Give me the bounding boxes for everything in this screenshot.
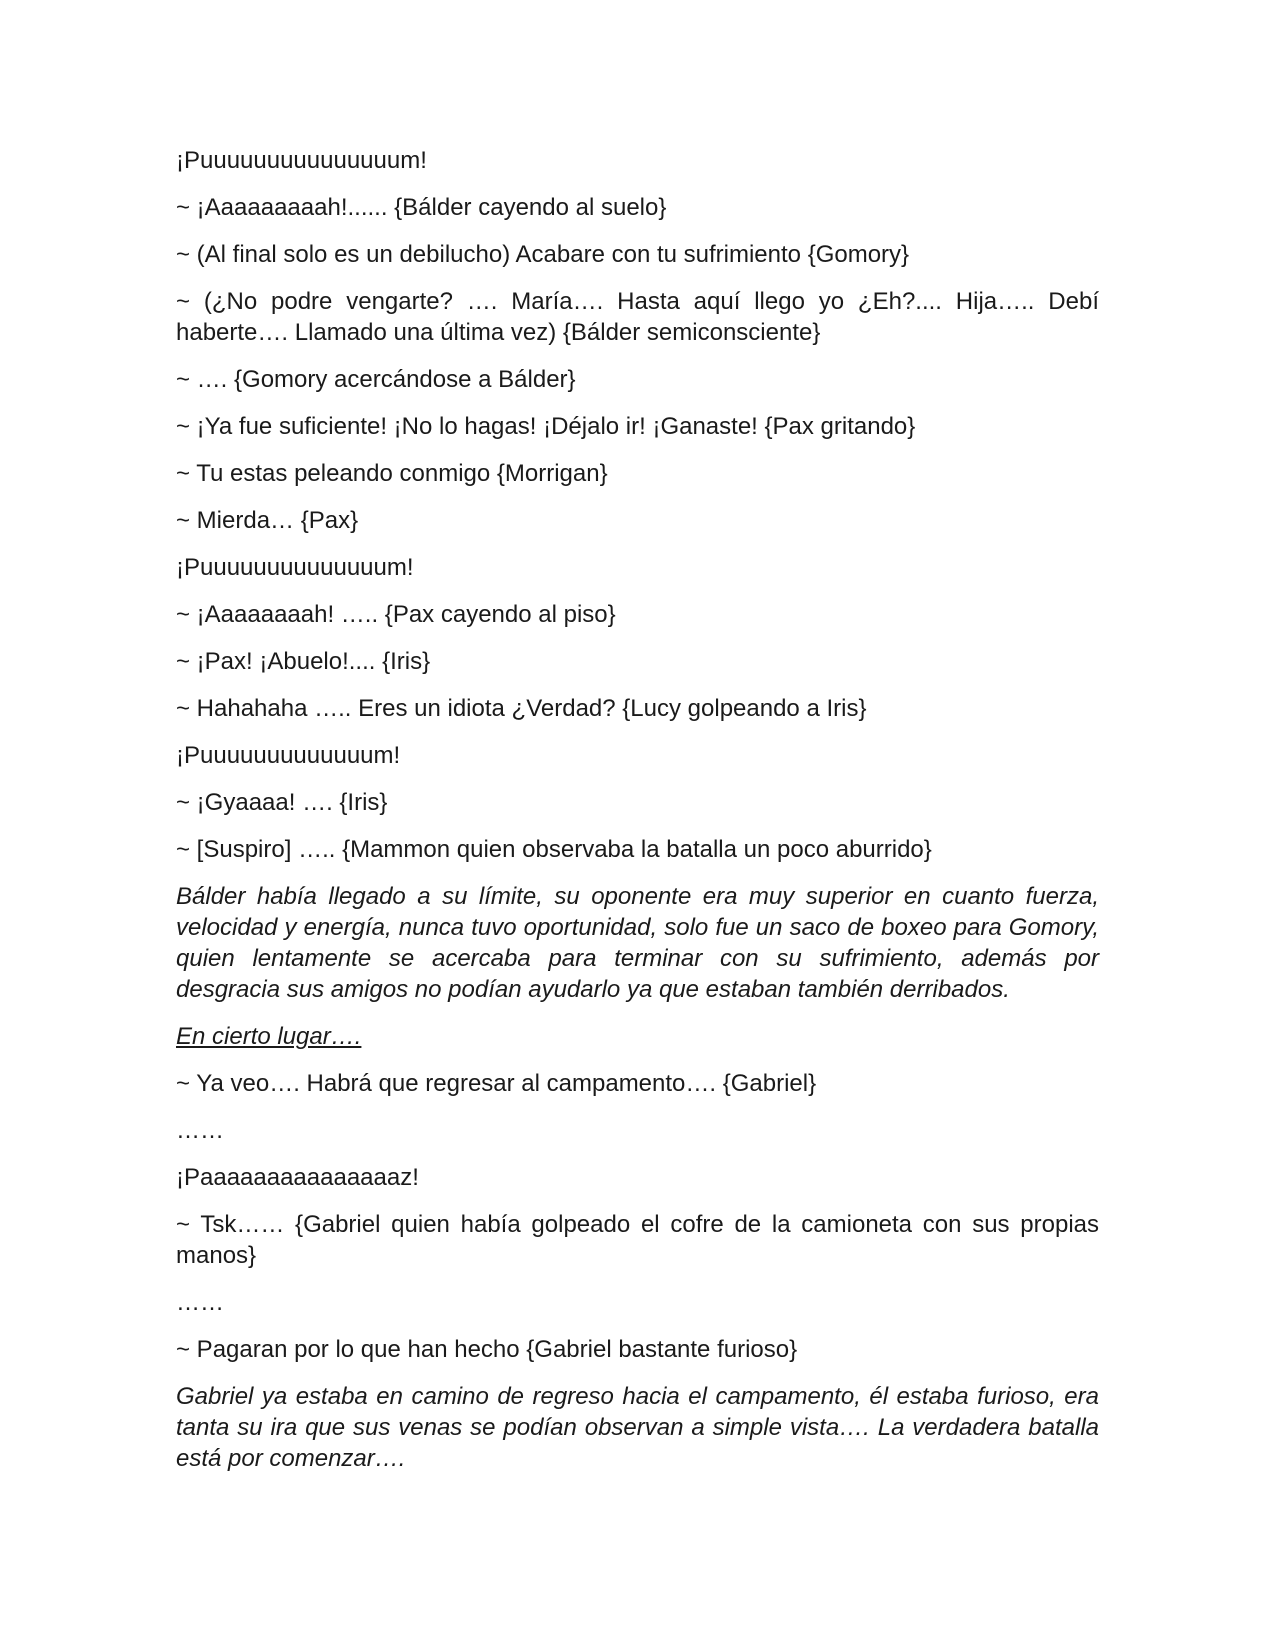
dialogue-line: ~ Ya veo…. Habrá que regresar al campamento…. {Gabriel} bbox=[176, 1070, 817, 1097]
narration-paragraph: Gabriel ya estaba en camino de regreso hacia el campamento, él estaba furioso, era tanta su ira que sus venas se podían observan a simple vista…. La verdadera batalla está por comenzar…. bbox=[176, 1383, 1099, 1472]
ellipsis-line: …… bbox=[176, 1289, 224, 1316]
dialogue-line: ~ ¡Aaaaaaaaah!...... {Bálder cayendo al suelo} bbox=[176, 194, 667, 221]
dialogue-line: ~ ¡Aaaaaaaah! ….. {Pax cayendo al piso} bbox=[176, 601, 616, 628]
dialogue-line: ~ ¡Gyaaaa! …. {Iris} bbox=[176, 789, 388, 816]
dialogue-line: ~ …. {Gomory acercándose a Bálder} bbox=[176, 366, 576, 393]
dialogue-line: ~ Tu estas peleando conmigo {Morrigan} bbox=[176, 460, 608, 487]
dialogue-line: ~ ¡Pax! ¡Abuelo!.... {Iris} bbox=[176, 648, 431, 675]
narration-paragraph: Bálder había llegado a su límite, su oponente era muy superior en cuanto fuerza, velocidad y energía, nunca tuvo oportunidad, solo fue un saco de boxeo para Gomory, quien lentamente se acercaba para terminar con su sufrimiento, además por desgracia sus amigos no podían ayudarlo ya que estaban también derribados. bbox=[176, 883, 1099, 1003]
paragraph: ¡Puuuuuuuuuuuuuuum! bbox=[176, 147, 427, 174]
dialogue-line: ~ (¿No podre vengarte? …. María…. Hasta aquí llego yo ¿Eh?.... Hija….. Debí haberte…. Llamado una última vez) {Bálder semiconsciente} bbox=[176, 288, 1099, 346]
ellipsis-line: …… bbox=[176, 1117, 224, 1144]
sound-effect: ¡Puuuuuuuuuuuuuum! bbox=[176, 554, 414, 581]
dialogue-line: ~ ¡Ya fue suficiente! ¡No lo hagas! ¡Déjalo ir! ¡Ganaste! {Pax gritando} bbox=[176, 413, 916, 440]
dialogue-line: ~ Tsk…… {Gabriel quien había golpeado el cofre de la camioneta con sus propias manos} bbox=[176, 1211, 1099, 1269]
scene-heading bbox=[176, 1021, 1099, 1052]
dialogue-line: ~ [Suspiro] ….. {Mammon quien observaba la batalla un poco aburrido} bbox=[176, 836, 932, 863]
dialogue-line: ~ Pagaran por lo que han hecho {Gabriel bastante furioso} bbox=[176, 1336, 798, 1363]
sound-effect: ¡Puuuuuuuuuuuuum! bbox=[176, 742, 401, 769]
sound-effect: ¡Paaaaaaaaaaaaaaaz! bbox=[176, 1164, 419, 1191]
dialogue-line: ~ Mierda… {Pax} bbox=[176, 507, 359, 534]
scene-heading-text: En cierto lugar…. bbox=[176, 1023, 362, 1050]
dialogue-line: ~ (Al final solo es un debilucho) Acabare con tu sufrimiento {Gomory} bbox=[176, 241, 910, 268]
dialogue-line: ~ Hahahaha ….. Eres un idiota ¿Verdad? {Lucy golpeando a Iris} bbox=[176, 695, 867, 722]
document-body bbox=[176, 145, 1099, 1490]
